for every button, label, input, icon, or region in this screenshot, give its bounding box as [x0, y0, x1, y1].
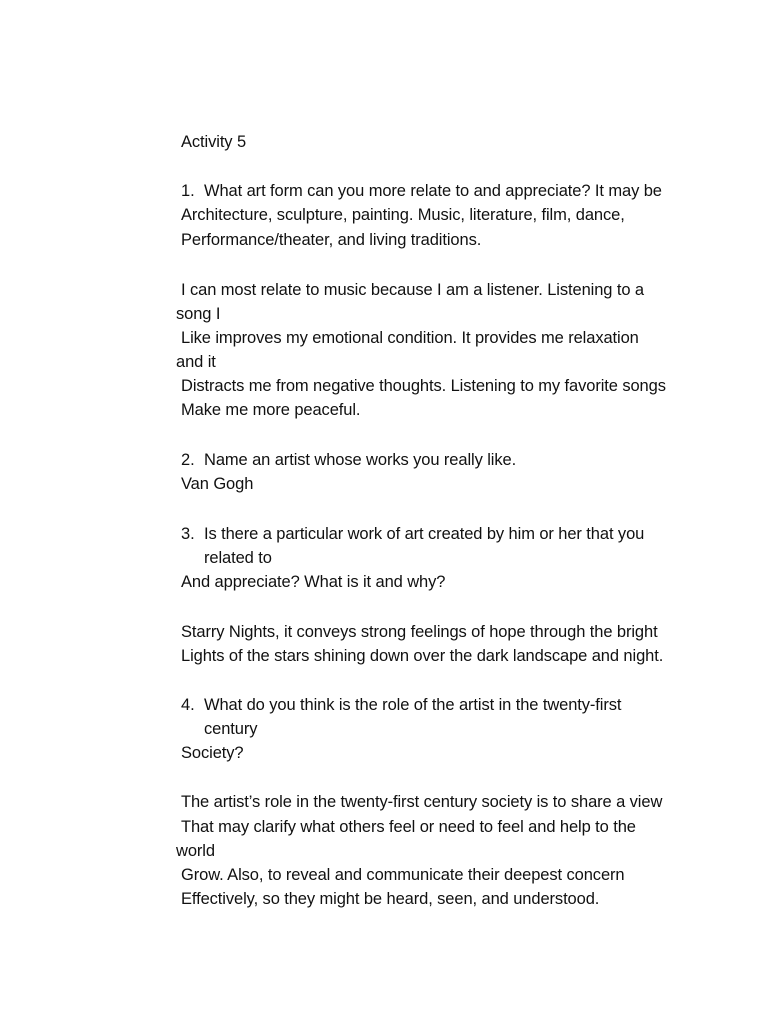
question-2-text: Name an artist whose works you really like.	[204, 451, 517, 469]
question-1-text: What art form can you more relate to and appreciate? It may be	[204, 182, 662, 200]
question-4-line-3: Society?	[181, 744, 244, 762]
answer-1-line-5: Distracts me from negative thoughts. Listening to my favorite songs	[181, 377, 666, 395]
question-1-line-3: Performance/theater, and living traditions.	[181, 231, 482, 249]
answer-4-line-1: The artist’s role in the twenty-first century society is to share a view	[181, 793, 663, 811]
answer-3-line-2: Lights of the stars shining down over the dark landscape and night.	[181, 647, 664, 665]
activity-title: Activity 5	[181, 133, 247, 151]
question-3-number: 3.	[181, 525, 195, 543]
question-4-number: 4.	[181, 696, 195, 714]
question-3-line-2: related to	[204, 549, 272, 567]
question-2-number: 2.	[181, 451, 195, 469]
question-3-line-3: And appreciate? What is it and why?	[181, 573, 446, 591]
question-1-line-2: Architecture, sculpture, painting. Music, literature, film, dance,	[181, 206, 625, 224]
answer-2-line-1: Van Gogh	[181, 475, 254, 493]
question-1-line-1	[181, 179, 662, 203]
question-2-line-1	[181, 448, 516, 472]
question-4-line-2: century	[204, 720, 258, 738]
answer-4-line-4: Grow. Also, to reveal and communicate their deepest concern	[181, 866, 625, 884]
question-4-text: What do you think is the role of the artist in the twenty-first	[204, 696, 622, 714]
question-4-line-1	[181, 693, 621, 717]
answer-3-line-1: Starry Nights, it conveys strong feelings of hope through the bright	[181, 623, 658, 641]
answer-1-line-6: Make me more peaceful.	[181, 401, 361, 419]
answer-1-line-3: Like improves my emotional condition. It provides me relaxation	[181, 329, 639, 347]
answer-4-line-2: That may clarify what others feel or need to feel and help to the	[181, 818, 636, 836]
answer-1-line-2: song I	[176, 305, 221, 323]
question-3-text: Is there a particular work of art created by him or her that you	[204, 525, 645, 543]
answer-4-line-3: world	[176, 842, 215, 860]
answer-4-line-5: Effectively, so they might be heard, seen, and understood.	[181, 890, 600, 908]
question-1-number: 1.	[181, 182, 195, 200]
question-3-line-1	[181, 522, 644, 546]
answer-1-line-4: and it	[176, 353, 216, 371]
answer-1-line-1: I can most relate to music because I am a listener. Listening to a	[181, 281, 644, 299]
